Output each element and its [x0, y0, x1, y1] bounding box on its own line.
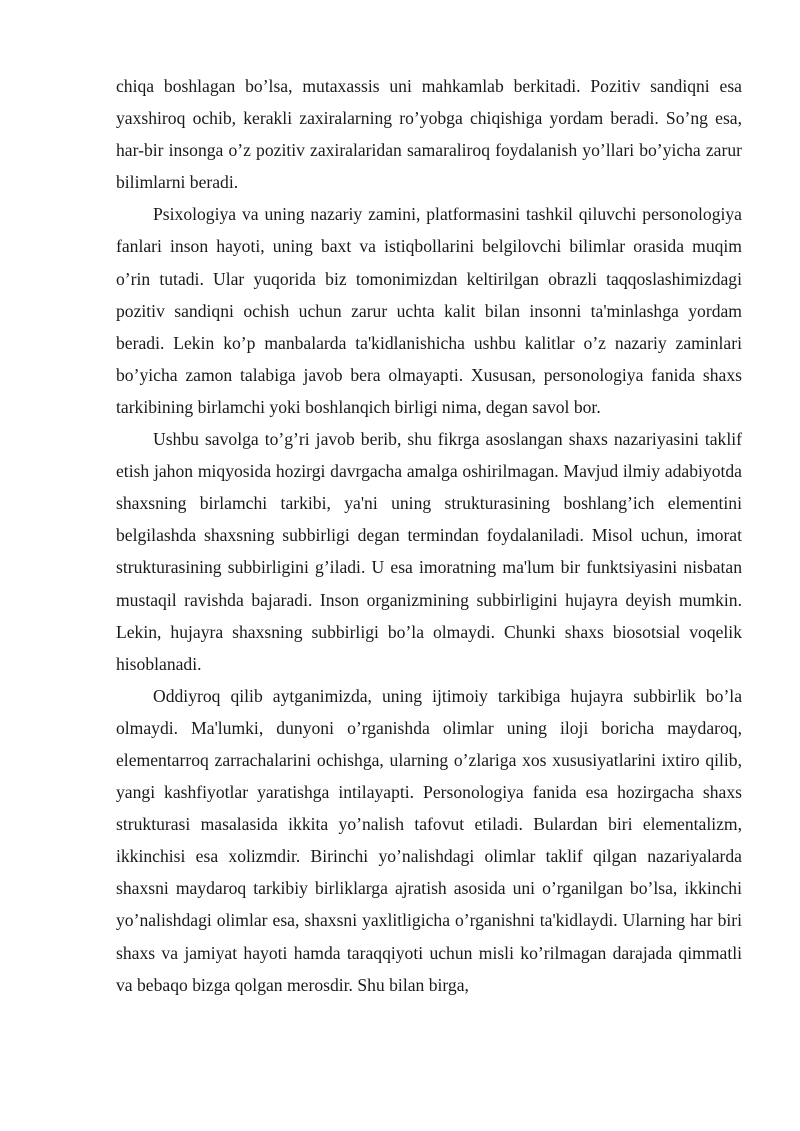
- paragraph-psychology: Psixologiya va uning nazariy zamini, platformasini tashkil qiluvchi personologiya fanlari inson hayoti, uning baxt va istiqbollarini belgilovchi bilimlar orasida muqim o’rin tutadi. Ular yuqorida biz tomonimizdan keltirilgan obrazli taqqoslashimizdagi pozitiv sandiqni ochish uchun zarur uchta kalit bilan insonni ta'minlashga yordam beradi. Lekin ko’p manbalarda ta'kidlanishicha ushbu kalitlar o’z nazariy zaminlari bo’yicha zamon talabiga javob bera olmayapti. Xususan, personologiya fanida shaxs tarkibining birlamchi yoki boshlanqich birligi nima, degan savol bor.: [116, 204, 742, 417]
- body-text: [116, 70, 742, 1001]
- paragraph-question: Ushbu savolga to’g’ri javob berib, shu fikrga asoslangan shaxs nazariyasini taklif etish jahon miqyosida hozirgi davrgacha amalga oshirilmagan. Mavjud ilmiy adabiyotda shaxsning birlamchi tarkibi, ya'ni uning strukturasining boshlang’ich elementini belgilashda shaxsning subbirligi degan termindan foydalaniladi. Misol uchun, imorat strukturasining subbirligini g’iladi. U esa imoratning ma'lum bir funktsiyasini nisbatan mustaqil ravishda bajaradi. Inson organizmining subbirligini hujayra deyish mumkin. Lekin, hujayra shaxsning subbirligi bo’la olmaydi. Chunki shaxs biosotsial voqelik hisoblanadi.: [116, 429, 742, 674]
- paragraph-continuation: chiqa boshlagan bo’lsa, mutaxassis uni mahkamlab berkitadi. Pozitiv sandiqni esa yaxshiroq ochib, kerakli zaxiralarning ro’yobga chiqishiga yordam beradi. So’ng esa, har-bir insonga o’z pozitiv zaxiralaridan samaraliroq foydalanish yo’llari bo’yicha zarur bilimlarni beradi.: [116, 76, 742, 193]
- paragraph-structure: Oddiyroq qilib aytganimizda, uning ijtimoiy tarkibiga hujayra subbirlik bo’la olmaydi. Ma'lumki, dunyoni o’rganishda olimlar uning iloji boricha maydaroq, elementarroq zarrachalarini ochishga, ularning o’zlariga xos xususiyatlarini ixtiro qilib, yangi kashfiyotlar yaratishga intilayapti. Personologiya fanida esa hozirgacha shaxs strukturasi masalasida ikkita yo’nalish tafovut etiladi. Bulardan biri elementalizm, ikkinchisi esa xolizmdir. Birinchi yo’nalishdagi olimlar taklif qilgan nazariyalarda shaxsni maydaroq tarkibiy birliklarga ajratish asosida uni o’rganilgan bo’lsa, ikkinchi yo’nalishdagi olimlar esa, shaxsni yaxlitligicha o’rganishni ta'kidlaydi. Ularning har biri shaxs va jamiyat hayoti hamda taraqqiyoti uchun misli ko’rilmagan darajada qimmatli va bebaqo bizga qolgan merosdir. Shu bilan birga,: [116, 685, 742, 995]
